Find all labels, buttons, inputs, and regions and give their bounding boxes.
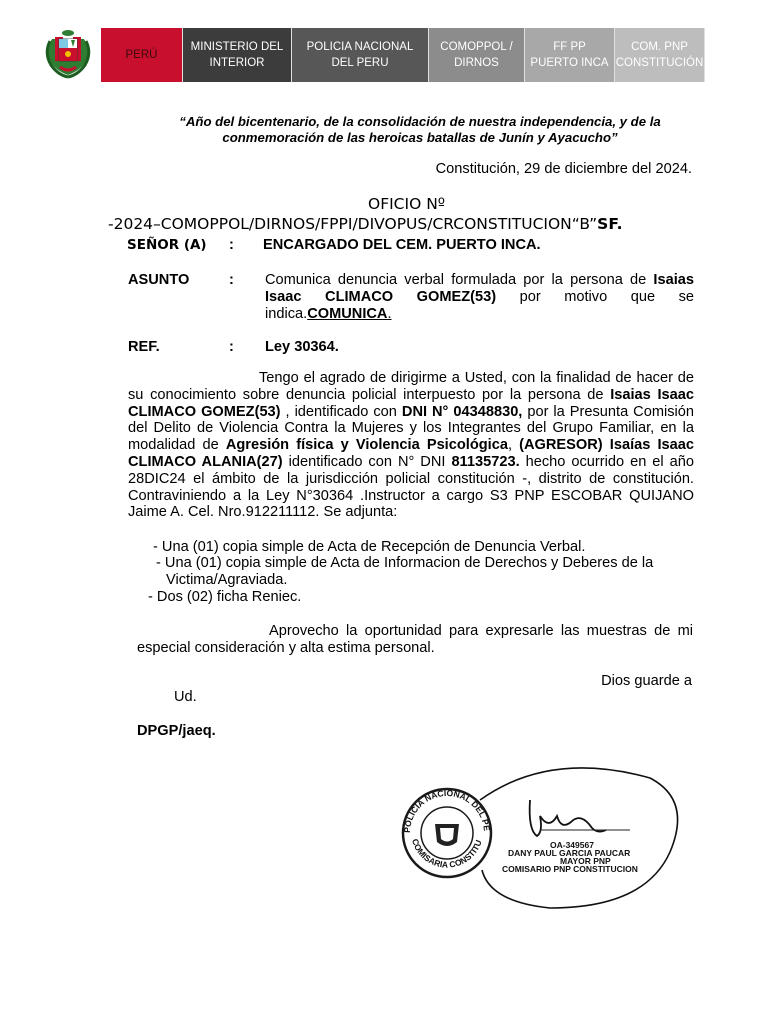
- attachment-item-continued: Victima/Agraviada.: [166, 572, 288, 588]
- senor-label: SEÑOR (A): [127, 237, 207, 253]
- peru-coat-of-arms-icon: [42, 27, 94, 81]
- author-initials: DPGP/jaeq.: [137, 723, 216, 739]
- header-cell: PERÚ: [101, 28, 183, 82]
- oficio-code: -2024–COMOPPOL/DIRNOS/FPPI/DIVOPUS/CRCONSTITUCION“B”: [108, 215, 598, 233]
- body-text-e: hecho ocurrido en el año 28DIC24 el ámbito de la jurisdicción policial constitución -, distrito de constitución. Contraviniendo a la Ley N°30364 .Instructor a cargo S3 PNP ESCOBAR QUIJANO Jaime A. Cel. Nro.912211112. Se adjunta:: [128, 453, 694, 521]
- closing-paragraph: Aprovecho la oportunidad para expresarle las muestras de mi especial consideración y alta estima personal.: [137, 623, 693, 656]
- oficio-suffix: SF.: [597, 215, 623, 233]
- asunto-pre: Comunica denuncia verbal formulada por la persona de: [265, 272, 654, 288]
- institution-header-bar: [101, 28, 705, 82]
- body-dni2: 81135723.: [451, 453, 520, 470]
- farewell-line: Dios guarde a: [601, 673, 692, 689]
- oficio-title: OFICIO Nº: [368, 195, 446, 213]
- ref-colon: :: [229, 339, 234, 355]
- body-dni: DNI N° 04348830,: [401, 403, 523, 420]
- asunto-end: .: [387, 305, 392, 322]
- asunto-colon: :: [229, 272, 234, 288]
- senor-value: ENCARGADO DEL CEM. PUERTO INCA.: [263, 237, 541, 253]
- seal-bottom-text: COMISARIA CONSTITU: [409, 837, 484, 870]
- year-motto-line1: “Año del bicentenario, de la consolidación de nuestra independencia, y de la: [179, 114, 661, 129]
- body-text-c: ,: [507, 437, 520, 454]
- asunto-person-name: Isaias Isaac CLIMACO GOMEZ(53): [265, 272, 694, 305]
- body-text-a: , identificado con: [280, 403, 402, 420]
- signature-rank: MAYOR PNP: [560, 856, 611, 866]
- date-line: Constitución, 29 de diciembre del 2024.: [435, 161, 692, 177]
- body-intro: Tengo el agrado de dirigirme a Usted, con la finalidad de hacer de su conocimiento sobre denuncia policial interpuesto por la persona de: [128, 370, 694, 403]
- oficio-number: [108, 214, 623, 234]
- body-paragraph: [128, 370, 694, 521]
- signature-name: DANY PAUL GARCIA PAUCAR: [508, 848, 631, 858]
- farewell-ud: Ud.: [174, 689, 197, 705]
- seal-top-text: POLICIA NACIONAL DEL PE: [401, 787, 493, 834]
- attachment-item: - Una (01) copia simple de Acta de Informacion de Derechos y Deberes de la: [156, 555, 654, 571]
- signature-and-seal: [400, 760, 700, 920]
- body-agresor: (AGRESOR) Isaías Isaac CLIMACO ALANIA(27): [128, 437, 694, 470]
- signature-post: COMISARIO PNP CONSTITUCION: [502, 864, 638, 874]
- header-cell: MINISTERIO DEL INTERIOR: [183, 28, 292, 82]
- header-cell: FF PP PUERTO INCA: [525, 28, 615, 82]
- header-cell: COMOPPOL / DIRNOS: [429, 28, 525, 82]
- signature-cip: OA-349567: [550, 840, 594, 850]
- asunto-label: ASUNTO: [128, 272, 190, 288]
- body-person-name: Isaias Isaac CLIMACO GOMEZ(53): [128, 386, 694, 420]
- police-seal-stamp: [400, 760, 492, 877]
- body-text-d: identificado con N° DNI: [282, 453, 452, 470]
- asunto-action: COMUNICA: [307, 305, 388, 322]
- ref-label: REF.: [128, 339, 160, 355]
- attachment-item: - Dos (02) ficha Reniec.: [148, 589, 302, 605]
- body-text-b: por la Presunta Comisión del Delito de Violencia Contra la Mujeres y los Integrantes del Grupo Familiar, en la modalidad de: [128, 403, 694, 454]
- body-modalidad: Agresión física y Violencia Psicológica: [225, 437, 508, 454]
- header-cell: COM. PNP CONSTITUCIÓN: [615, 28, 705, 82]
- year-motto: [120, 114, 720, 146]
- year-motto-line2: conmemoración de las heroicas batallas de Junín y Ayacucho”: [222, 130, 618, 145]
- ref-value: Ley 30364.: [265, 339, 339, 355]
- asunto-text: [265, 272, 694, 322]
- asunto-post: por motivo que se indica.: [265, 288, 694, 322]
- svg-text:POLICIA NACIONAL DEL PERU: [400, 760, 492, 833]
- header-cell: POLICIA NACIONAL DEL PERU: [292, 28, 429, 82]
- senor-colon: :: [229, 237, 234, 253]
- attachment-item: - Una (01) copia simple de Acta de Recepción de Denuncia Verbal.: [153, 539, 586, 555]
